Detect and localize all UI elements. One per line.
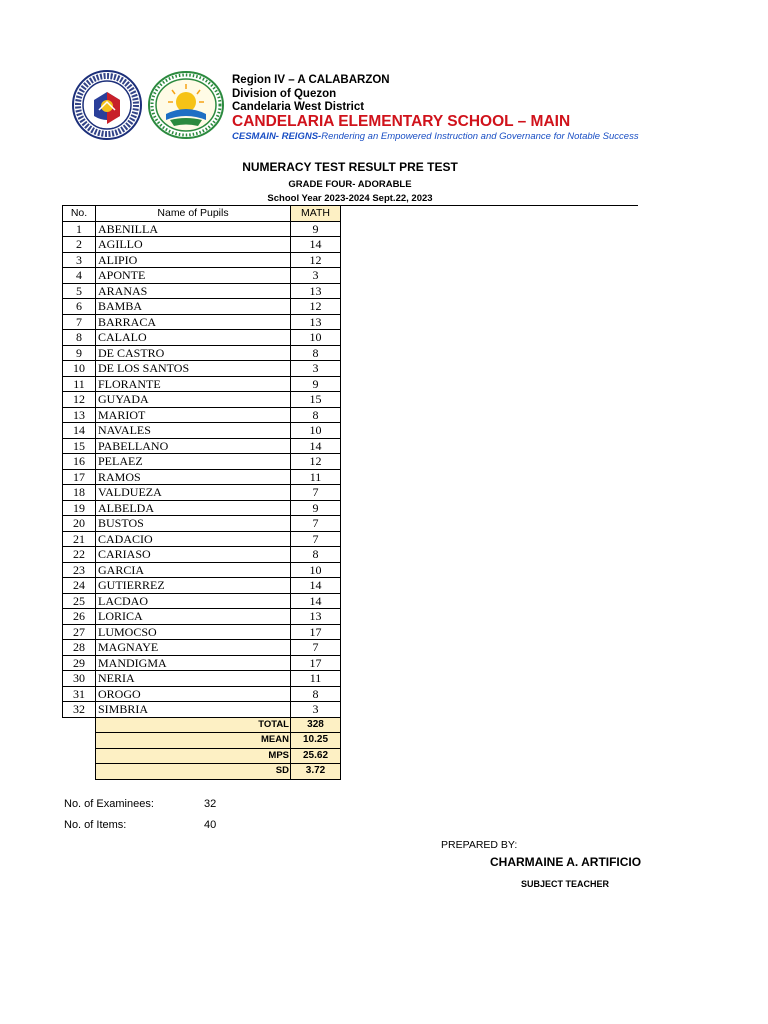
row-number: 27 <box>63 624 96 640</box>
pupil-name: GUYADA <box>96 392 291 408</box>
pupil-name: ARANAS <box>96 283 291 299</box>
pupil-name: MARIOT <box>96 407 291 423</box>
math-score: 14 <box>291 578 341 594</box>
row-number: 2 <box>63 237 96 253</box>
math-score: 8 <box>291 547 341 563</box>
table-row <box>63 593 341 609</box>
math-score: 12 <box>291 454 341 470</box>
pupil-name: SIMBRIA <box>96 702 291 718</box>
pupil-name: BARRACA <box>96 314 291 330</box>
table-row <box>63 314 341 330</box>
pupil-name: ABENILLA <box>96 221 291 237</box>
table-header-row <box>63 206 341 222</box>
math-score: 11 <box>291 671 341 687</box>
summary-row <box>63 748 341 764</box>
table-row <box>63 407 341 423</box>
district-line: Candelaria West District <box>232 101 365 113</box>
row-number: 13 <box>63 407 96 423</box>
row-number: 20 <box>63 516 96 532</box>
math-score: 14 <box>291 593 341 609</box>
row-number: 3 <box>63 252 96 268</box>
table-row <box>63 578 341 594</box>
math-score: 10 <box>291 330 341 346</box>
pupil-name: MAGNAYE <box>96 640 291 656</box>
division-line: Division of Quezon <box>232 88 337 100</box>
row-number: 7 <box>63 314 96 330</box>
math-score: 10 <box>291 423 341 439</box>
math-score: 17 <box>291 655 341 671</box>
math-score: 8 <box>291 407 341 423</box>
pupil-name: DE CASTRO <box>96 345 291 361</box>
pupil-name: GARCIA <box>96 562 291 578</box>
table-row <box>63 283 341 299</box>
table-row <box>63 361 341 377</box>
deped-seal-icon <box>72 70 142 140</box>
pupil-name: NAVALES <box>96 423 291 439</box>
row-number: 22 <box>63 547 96 563</box>
table-row <box>63 562 341 578</box>
math-score: 13 <box>291 283 341 299</box>
math-score: 3 <box>291 361 341 377</box>
row-number: 5 <box>63 283 96 299</box>
math-score: 14 <box>291 438 341 454</box>
summary-spacer <box>63 733 96 749</box>
table-row <box>63 438 341 454</box>
table-row <box>63 330 341 346</box>
row-number: 10 <box>63 361 96 377</box>
pupil-name: ALBELDA <box>96 500 291 516</box>
math-score: 8 <box>291 345 341 361</box>
table-row <box>63 609 341 625</box>
summary-label: MPS <box>96 748 291 764</box>
row-number: 26 <box>63 609 96 625</box>
table-row <box>63 485 341 501</box>
math-score: 14 <box>291 237 341 253</box>
header-no: No. <box>63 206 96 222</box>
math-score: 11 <box>291 469 341 485</box>
table-row <box>63 686 341 702</box>
summary-row <box>63 733 341 749</box>
row-number: 32 <box>63 702 96 718</box>
summary-value: 10.25 <box>291 733 341 749</box>
summary-value: 3.72 <box>291 764 341 780</box>
table-row <box>63 516 341 532</box>
pupil-name: BAMBA <box>96 299 291 315</box>
examinees-value: 32 <box>204 798 217 810</box>
math-score: 7 <box>291 516 341 532</box>
pupil-name: VALDUEZA <box>96 485 291 501</box>
math-score: 15 <box>291 392 341 408</box>
row-number: 8 <box>63 330 96 346</box>
summary-row <box>63 764 341 780</box>
row-number: 11 <box>63 376 96 392</box>
pupil-name: MANDIGMA <box>96 655 291 671</box>
math-score: 3 <box>291 702 341 718</box>
math-score: 12 <box>291 299 341 315</box>
row-number: 19 <box>63 500 96 516</box>
teacher-role: SUBJECT TEACHER <box>521 879 610 889</box>
row-number: 18 <box>63 485 96 501</box>
summary-label: TOTAL <box>96 717 291 733</box>
math-score: 13 <box>291 314 341 330</box>
pupil-name: NERIA <box>96 671 291 687</box>
table-row <box>63 531 341 547</box>
school-motto <box>232 131 639 142</box>
table-row <box>63 640 341 656</box>
row-number: 24 <box>63 578 96 594</box>
header-name: Name of Pupils <box>96 206 291 222</box>
pupil-name: CADACIO <box>96 531 291 547</box>
pupil-name: LACDAO <box>96 593 291 609</box>
table-row <box>63 345 341 361</box>
table-row <box>63 655 341 671</box>
math-score: 3 <box>291 268 341 284</box>
report-title: NUMERACY TEST RESULT PRE TEST <box>242 160 458 174</box>
math-score: 7 <box>291 485 341 501</box>
table-row <box>63 376 341 392</box>
row-number: 14 <box>63 423 96 439</box>
table-row <box>63 423 341 439</box>
table-row <box>63 500 341 516</box>
pupil-name: LORICA <box>96 609 291 625</box>
pupil-name: GUTIERREZ <box>96 578 291 594</box>
row-number: 25 <box>63 593 96 609</box>
items-value: 40 <box>204 819 217 831</box>
row-number: 1 <box>63 221 96 237</box>
pupil-name: AGILLO <box>96 237 291 253</box>
motto-text: Rendering an Empowered Instruction and Governance for Notable Success <box>321 131 639 142</box>
pupil-name: DE LOS SANTOS <box>96 361 291 377</box>
table-row <box>63 268 341 284</box>
row-number: 30 <box>63 671 96 687</box>
math-score: 13 <box>291 609 341 625</box>
table-row <box>63 221 341 237</box>
table-row <box>63 299 341 315</box>
math-score: 7 <box>291 531 341 547</box>
summary-value: 328 <box>291 717 341 733</box>
table-row <box>63 671 341 687</box>
pupil-name: OROGO <box>96 686 291 702</box>
row-number: 23 <box>63 562 96 578</box>
summary-label: SD <box>96 764 291 780</box>
row-number: 28 <box>63 640 96 656</box>
header-math: MATH <box>291 206 341 222</box>
region-line: Region IV – A CALABARZON <box>232 74 390 86</box>
prepared-by-label: PREPARED BY: <box>441 839 518 851</box>
pupil-name: PABELLANO <box>96 438 291 454</box>
table-row <box>63 237 341 253</box>
math-score: 17 <box>291 624 341 640</box>
table-row <box>63 624 341 640</box>
motto-acronym: CESMAIN- REIGNS- <box>232 131 322 142</box>
math-score: 9 <box>291 376 341 392</box>
table-row <box>63 702 341 718</box>
results-table <box>62 205 341 780</box>
summary-spacer <box>63 748 96 764</box>
row-number: 31 <box>63 686 96 702</box>
table-row <box>63 454 341 470</box>
row-number: 17 <box>63 469 96 485</box>
row-number: 4 <box>63 268 96 284</box>
row-number: 16 <box>63 454 96 470</box>
row-number: 9 <box>63 345 96 361</box>
row-number: 21 <box>63 531 96 547</box>
table-row <box>63 547 341 563</box>
pupil-name: LUMOCSO <box>96 624 291 640</box>
table-row <box>63 469 341 485</box>
math-score: 9 <box>291 500 341 516</box>
pupil-name: RAMOS <box>96 469 291 485</box>
summary-spacer <box>63 717 96 733</box>
pupil-name: APONTE <box>96 268 291 284</box>
table-row <box>63 252 341 268</box>
summary-row <box>63 717 341 733</box>
summary-spacer <box>63 764 96 780</box>
items-label: No. of Items: <box>64 819 127 831</box>
pupil-name: FLORANTE <box>96 376 291 392</box>
pupil-name: ALIPIO <box>96 252 291 268</box>
pupil-name: PELAEZ <box>96 454 291 470</box>
examinees-label: No. of Examinees: <box>64 798 154 810</box>
math-score: 9 <box>291 221 341 237</box>
pupil-name: CARIASO <box>96 547 291 563</box>
grade-section: GRADE FOUR- ADORABLE <box>288 179 412 190</box>
row-number: 29 <box>63 655 96 671</box>
school-year: School Year 2023-2024 Sept.22, 2023 <box>267 193 433 204</box>
math-score: 7 <box>291 640 341 656</box>
summary-label: MEAN <box>96 733 291 749</box>
pupil-name: CALALO <box>96 330 291 346</box>
row-number: 6 <box>63 299 96 315</box>
math-score: 8 <box>291 686 341 702</box>
math-score: 12 <box>291 252 341 268</box>
school-seal-icon <box>148 70 224 140</box>
pupil-name: BUSTOS <box>96 516 291 532</box>
teacher-name: CHARMAINE A. ARTIFICIO <box>490 855 642 869</box>
row-number: 15 <box>63 438 96 454</box>
school-name: CANDELARIA ELEMENTARY SCHOOL – MAIN <box>232 113 571 130</box>
math-score: 10 <box>291 562 341 578</box>
summary-value: 25.62 <box>291 748 341 764</box>
table-row <box>63 392 341 408</box>
row-number: 12 <box>63 392 96 408</box>
